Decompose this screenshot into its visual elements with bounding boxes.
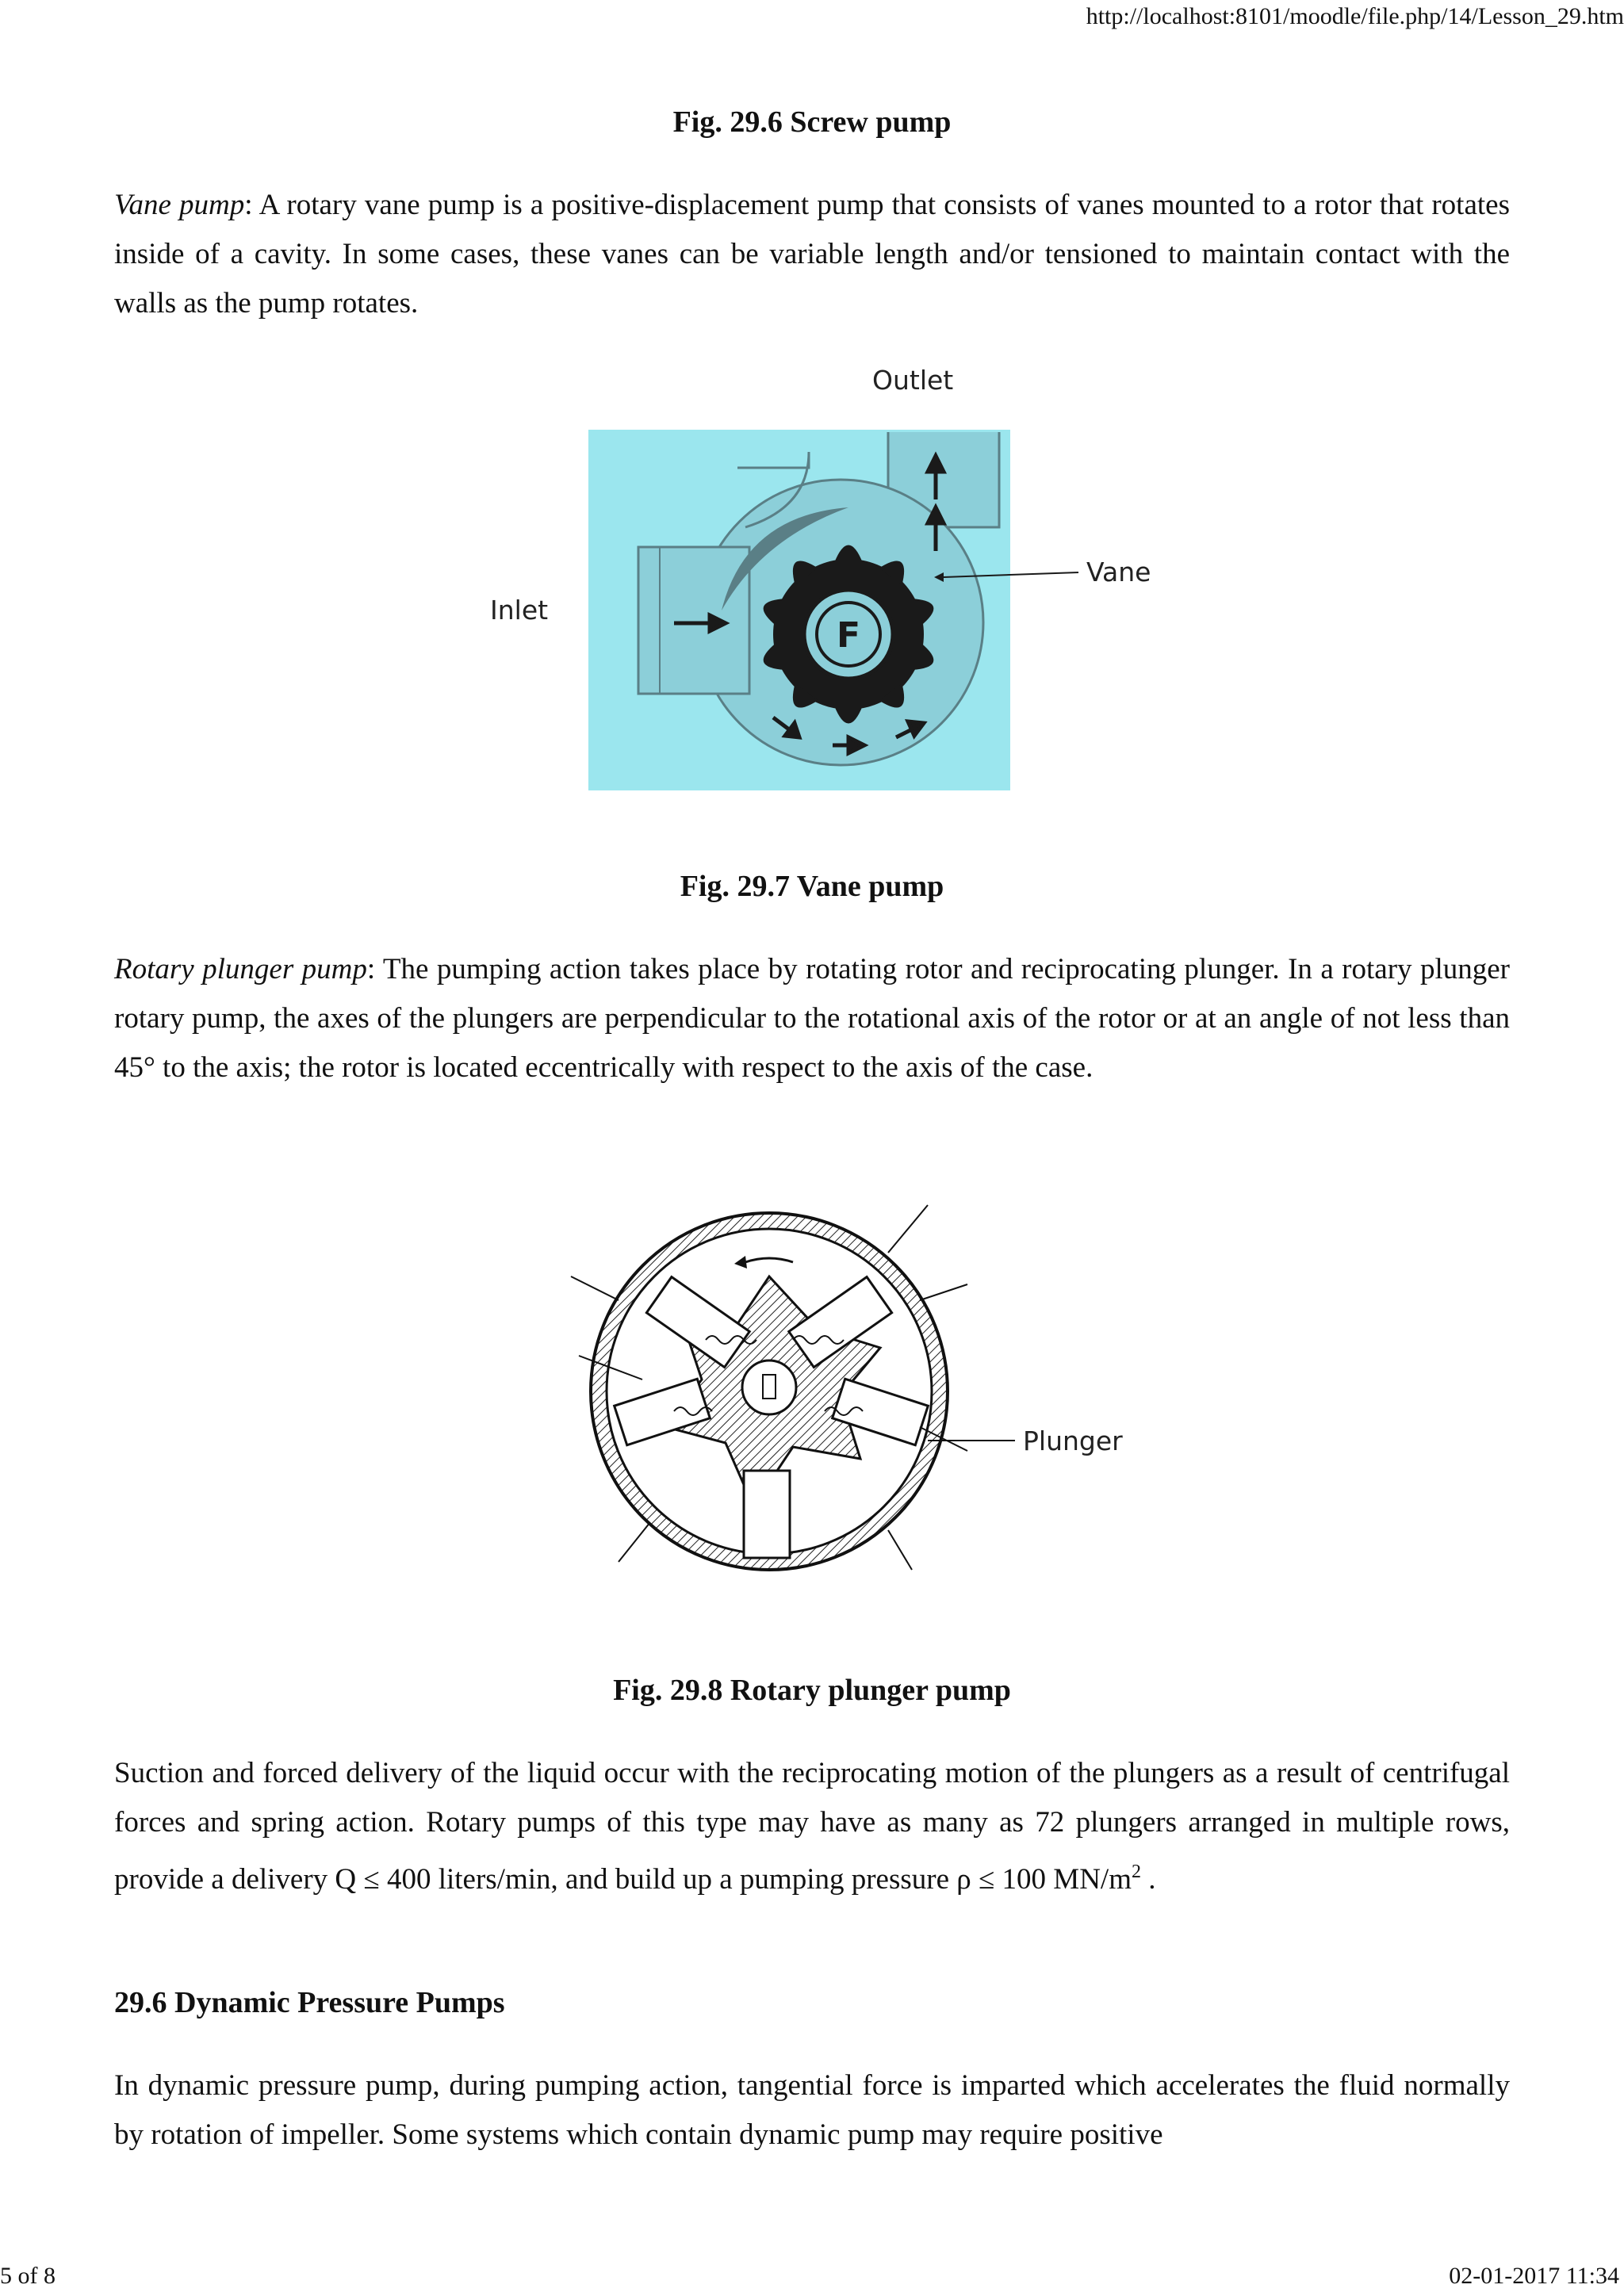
rotary-plunger-figure	[555, 1189, 1158, 1601]
rotary-plunger-text: : The pumping action takes place by rotating rotor and reciprocating plunger. In a rotary plunger rotary pump, the axes of the plungers are perpendicular to the rotational axis of the rotor or at an angle of not less than 45° to the axis; the rotor is located eccentrically with respect to the axis of the case.	[114, 953, 1510, 1084]
inlet-duct	[638, 547, 749, 694]
section-heading-dynamic-pumps: 29.6 Dynamic Pressure Pumps	[114, 1986, 505, 2019]
vane-pump-figure	[476, 357, 1189, 801]
rotary-plunger-term: Rotary plunger pump	[114, 953, 367, 985]
superscript-two: 2	[1131, 1862, 1141, 1882]
rotary-plunger-paragraph	[114, 945, 1510, 1093]
rotor-letter: F	[836, 615, 861, 656]
print-timestamp: 02-01-2017 11:34	[1449, 2263, 1619, 2289]
vane-pump-paragraph	[114, 181, 1510, 328]
caption-fig-29-8: Fig. 29.8 Rotary plunger pump	[613, 1674, 1011, 1707]
dynamic-pumps-paragraph: In dynamic pressure pump, during pumping action, tangential force is imparted which accelerates the fluid normally by rotation of impeller. Some systems which contain dynamic pump may require positive	[114, 2069, 1510, 2151]
vane-pump-text: : A rotary vane pump is a positive-displacement pump that consists of vanes mounted to a rotor that rotates inside of a cavity. In some cases, these vanes can be variable length and/or tensioned to maintain contact with the walls as the pump rotates.	[114, 189, 1510, 320]
suction-tail: .	[1140, 1863, 1156, 1896]
inlet-label: Inlet	[490, 595, 549, 626]
plunger-label: Plunger	[1023, 1425, 1123, 1456]
page-number: 5 of 8	[0, 2263, 56, 2289]
caption-fig-29-7: Fig. 29.7 Vane pump	[680, 870, 944, 903]
rotary-plunger-diagram	[555, 1189, 1158, 1601]
vane-pump-diagram	[476, 357, 1189, 801]
vane-label: Vane	[1086, 557, 1151, 587]
suction-text: Suction and forced delivery of the liquid occur with the reciprocating motion of the plungers as a result of centrifugal forces and spring action. Rotary pumps of this type may have as many as 72 plungers arranged in multiple rows, provide a delivery Q ≤ 400 liters/min, and build up a pumping pressure ρ ≤ 100 MN/m	[114, 1757, 1510, 1896]
outlet-label: Outlet	[872, 365, 954, 396]
caption-fig-29-6: Fig. 29.6 Screw pump	[672, 105, 952, 139]
page-url: http://localhost:8101/moodle/file.php/14/Lesson_29.htm	[1086, 3, 1624, 29]
suction-paragraph	[114, 1749, 1510, 1904]
vane-pump-term: Vane pump	[114, 189, 245, 221]
